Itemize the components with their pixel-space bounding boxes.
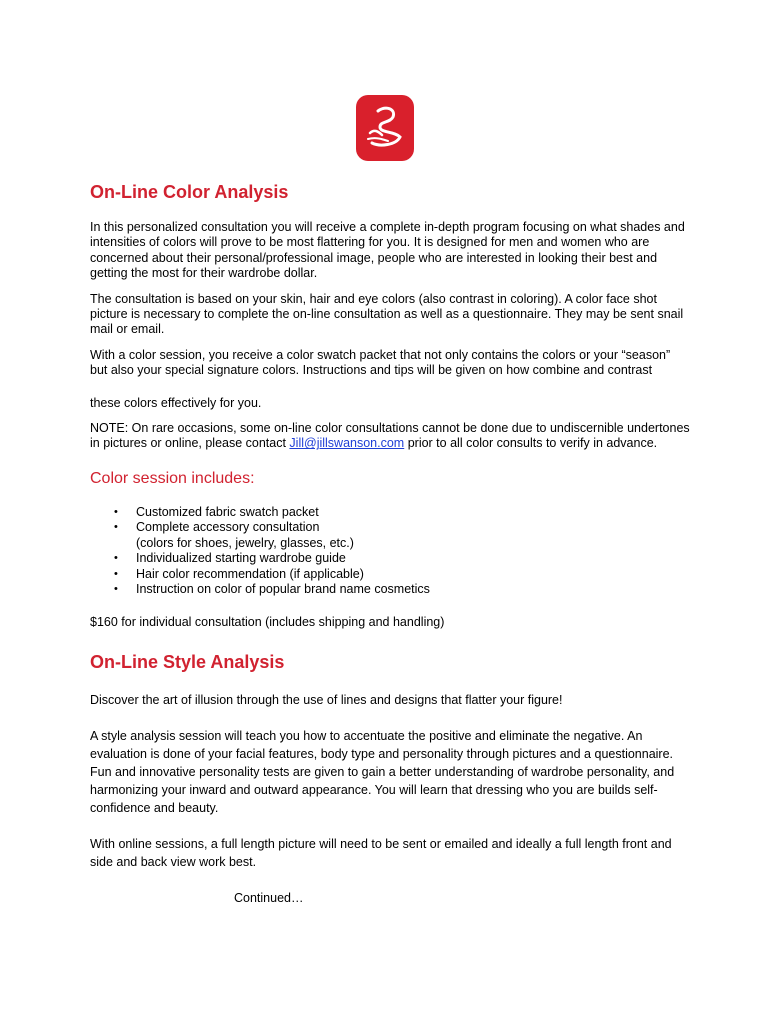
list-item: • Instruction on color of popular brand name cosmetics xyxy=(114,581,430,596)
style-session-paragraph: A style analysis session will teach you how to accentuate the positive and eliminate the negative. An evaluation is done of your facial features, body type and personality through pictures and a questionnaire. Fun and innovative personality tests are given to gain a better understanding of wardrobe personality, and harmonizing your inward and outward appearance. You will learn that dressing who you are builds self-confidence and beauty. xyxy=(90,728,675,815)
bullet-icon: • xyxy=(114,521,118,534)
note-paragraph xyxy=(90,421,690,452)
online-sessions-paragraph: With online sessions, a full length picture will need to be sent or emailed and ideally a full length front and side and back view work best. xyxy=(90,836,672,869)
consultation-basis-paragraph: The consultation is based on your skin, hair and eye colors (also contrast in coloring). A color face shot picture is necessary to complete the on-line consultation as well as a questionnaire. They may be sent snail mail or email. xyxy=(90,291,684,337)
document-body xyxy=(90,180,690,907)
list-item: • Complete accessory consultation (colors for shoes, jewelry, glasses, etc.) xyxy=(90,520,690,551)
bullet-icon: • xyxy=(114,505,118,518)
swan-logo-icon xyxy=(356,95,414,161)
bullet-icon: • xyxy=(114,582,118,595)
swatch-packet-paragraph-end: these colors effectively for you. xyxy=(90,395,262,410)
color-analysis-heading: On-Line Color Analysis xyxy=(90,182,289,202)
email-link[interactable]: Jill@jillswanson.com xyxy=(289,436,405,451)
style-analysis-heading: On-Line Style Analysis xyxy=(90,651,285,672)
swan-logo xyxy=(356,95,414,161)
color-session-includes-heading: Color session includes: xyxy=(90,469,255,487)
swatch-packet-paragraph: With a color session, you receive a color swatch packet that not only contains the colors or your “season” but also your special signature colors. Instructions and tips will be given on how combine and contrast xyxy=(90,347,671,378)
includes-list xyxy=(90,505,690,597)
list-item: • Customized fabric swatch packet xyxy=(114,504,319,519)
continued-text: Continued… xyxy=(234,890,304,905)
bullet-icon: • xyxy=(114,567,118,580)
color-intro-paragraph: In this personalized consultation you will receive a complete in-depth program focusing on what shades and intensities of colors will prove to be most flattering for you. It is designed for men and women who are concerned about their personal/professional image, people who are interested in looking their best and getting the most for their wardrobe dollar. xyxy=(90,220,685,281)
bullet-icon: • xyxy=(114,552,118,565)
style-intro-paragraph: Discover the art of illusion through the use of lines and designs that flatter your figure! xyxy=(90,692,563,707)
price-paragraph: $160 for individual consultation (includes shipping and handling) xyxy=(90,615,445,630)
list-item: • Hair color recommendation (if applicable) xyxy=(114,566,364,581)
list-item-subtext: (colors for shoes, jewelry, glasses, etc.) xyxy=(136,535,354,550)
note-text-before: NOTE: On rare occasions, some on-line color consultations cannot be done due to undiscernible undertones in pictures or online, please contact xyxy=(90,421,690,451)
list-item: • Individualized starting wardrobe guide xyxy=(114,551,346,566)
note-text-after: prior to all color consults to verify in advance. xyxy=(404,436,658,451)
